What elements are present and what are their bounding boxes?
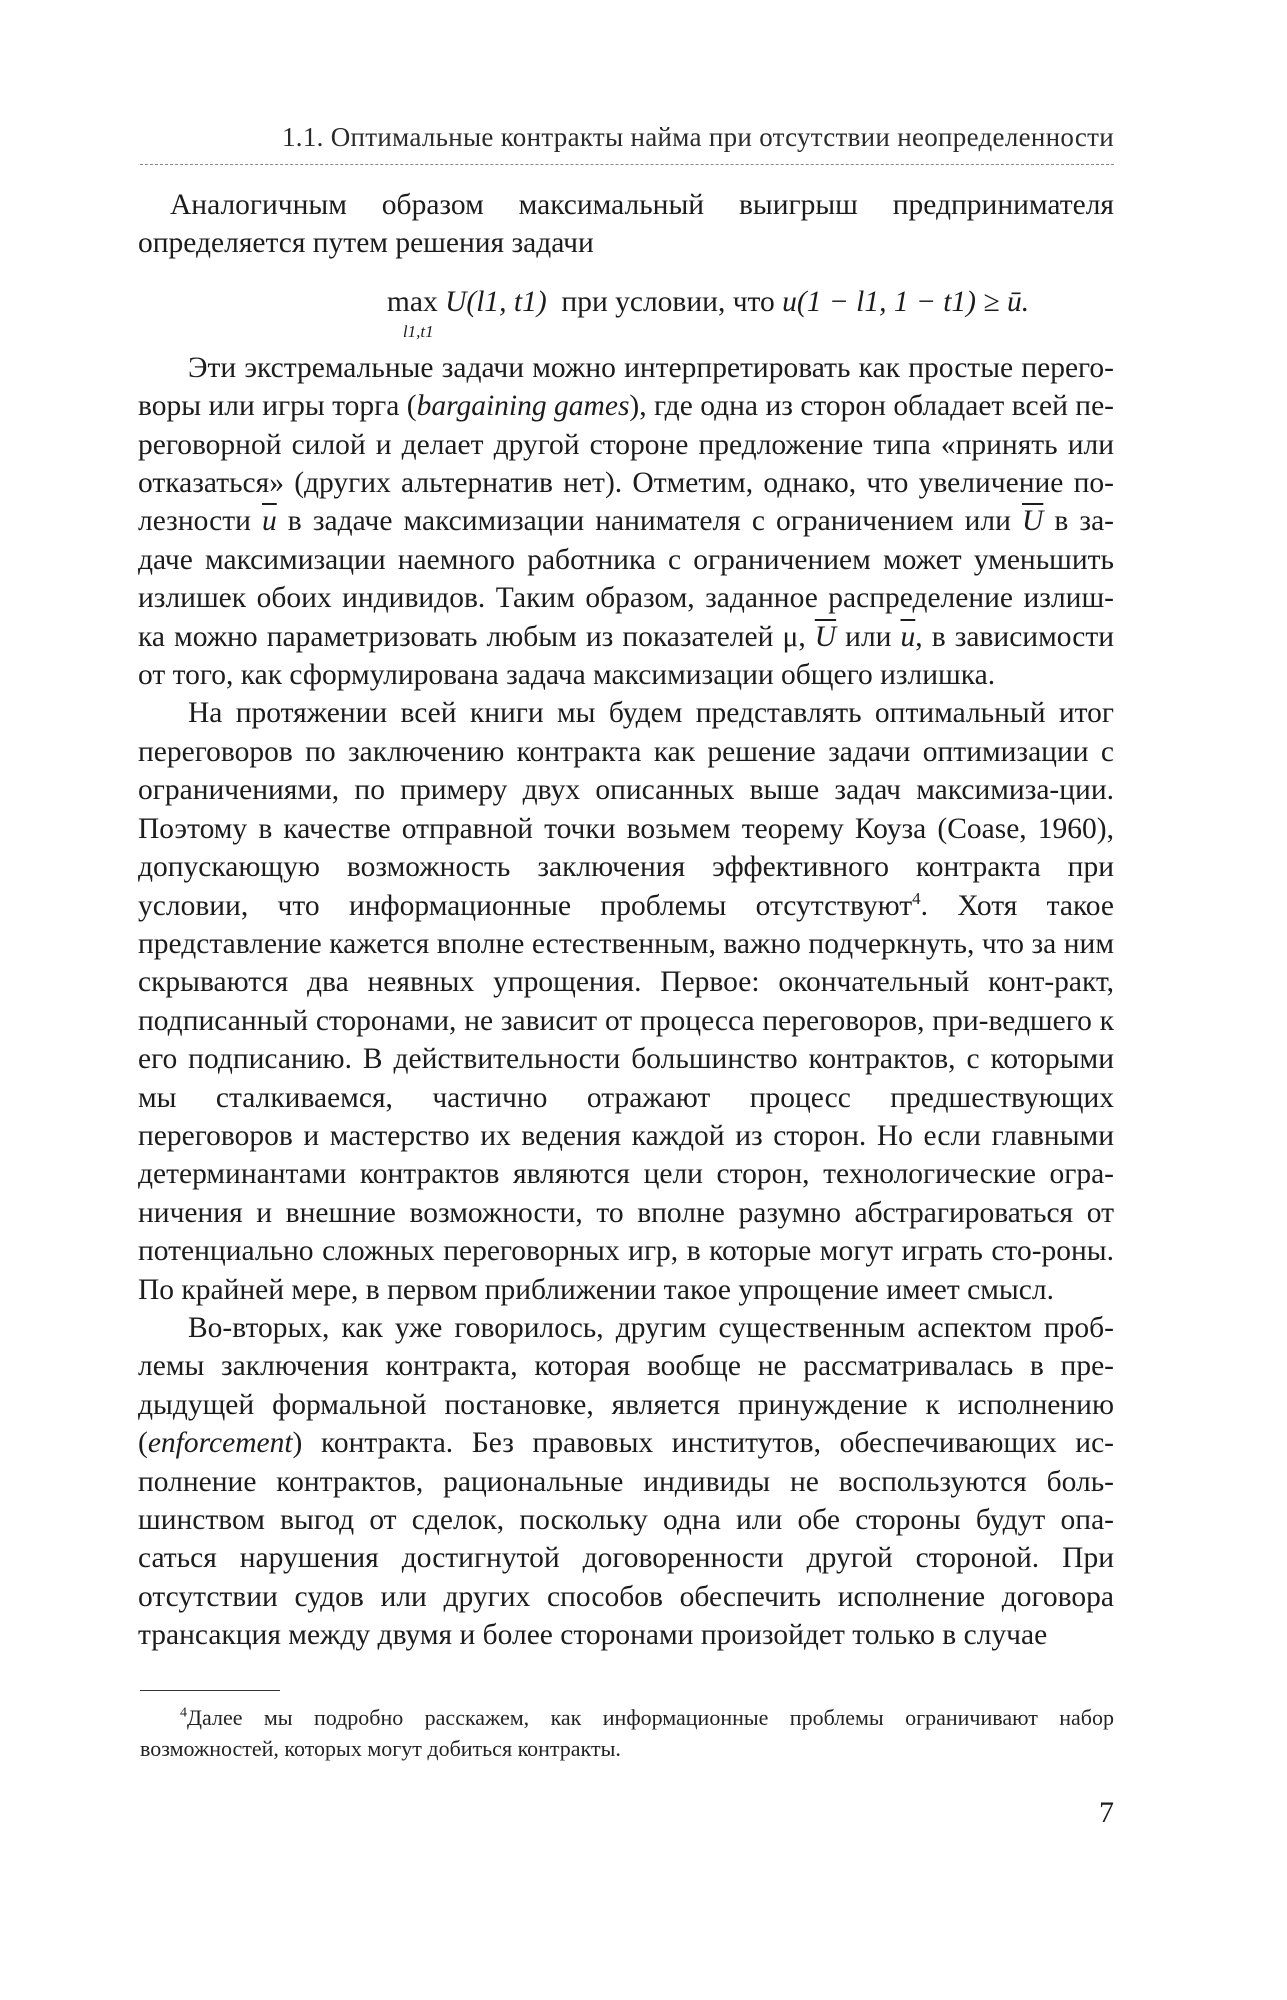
symbol-u-bar: $\overline{u}$ [261, 505, 277, 538]
paragraph-1: Аналогичным образом максимальный выигрыш предпринимателя определяется путем решения задачи [138, 189, 1114, 260]
symbol-u-bar: $\overline{u}$ [900, 620, 916, 653]
paragraph-3: На протяжении всей книги мы будем представлять оптимальный итог переговоров по заключению контракта как решение задачи оптимизации с ограничениями, по примеру двух описанных выше задач максимиза-ции. Поэтому в качестве отправной точки возьмем теорему Коуза (Coase, 1960), допускающую возможность заключения эффективного контракта при условии, что информационные проблемы отсутствуют$^4$. Хотя такое представление кажется вполне естественным, важно подчеркнуть, что за ним скрываются два неявных упрощения. Первое: окончательный конт-ракт, подписанный сторонами, не зависит от процесса переговоров, при-ведшего к его подписанию. В действительности большинство контрактов, с которыми мы сталкиваемся, частично отражают процесс предшествующих переговоров и мастерство их ведения каждой из сторон. Но если главными детерминантами контрактов являются цели сторон, технологические огра-ничения и внешние возможности, то вполне разумно абстрагироваться от потенциально сложных переговорных игр, в которые могут играть сто-роны. По крайней мере, в первом приближении такое упрощение имеет смысл. [138, 697, 1115, 1306]
paragraph-2: Эти экстремальные задачи можно интерпретировать как простые перего-воры или игры торга (bargaining games), где одна из сторон обладает всей пе-реговорной силой и делает другой стороне предложение типа «принять или отказаться» (других альтернатив нет). Отметим, однако, что увеличение по-лезности $\overline{u}$ в задаче максимизации нанимателя с ограничением или $\overline{U}$ в за-даче максимизации наемного работника с ограничением может уменьшить излишек обоих индивидов. Таким образом, заданное распределение излиш-ка можно параметризовать любым из показателей μ, $\overline{U}$ или $\overline{u}$, в зависимости от того, как сформулирована задача максимизации общего излишка. [138, 351, 1115, 692]
symbol-U-bar: $\overline{U}$ [814, 620, 837, 653]
formula-constraint: u(1 − l1, 1 − t1) ≥ ū. [782, 285, 1030, 318]
formula-operator: max l1,t1 [387, 283, 438, 321]
term-bargaining-games: bargaining games [416, 390, 630, 423]
footnote [140, 1702, 1114, 1764]
formula-objective: U(l1, t1) [445, 285, 547, 318]
header-rule [140, 164, 1114, 165]
formula-condition: при условии, что [561, 285, 775, 318]
footnote-number: 4 [180, 1705, 187, 1721]
main-text [138, 186, 1114, 1655]
running-header: 1.1. Оптимальные контракты найма при отсутствии неопределенности [281, 122, 1114, 152]
paragraph-4: Во-вторых, как уже говорилось, другим существенным аспектом проб-лемы заключения контракта, которая вообще не рассматривалась в пре-дыдущей формальной постановке, является принуждение к исполнению (enforcement) контракта. Без правовых институтов, обеспечивающих ис-полнение контрактов, рациональные индивиды не воспользуются боль-шинством выгод от сделок, поскольку одна или обе стороны будут опа-саться нарушения достигнутой договоренности другой стороной. При отсутствии судов или других способов обеспечить исполнение договора трансакция между двумя и более сторонами произойдет только в случае [138, 1311, 1114, 1652]
footnote-text: Далее мы подробно расскажем, как информационные проблемы ограничивают набор возможностей, которых могут добиться контракты. [140, 1705, 1114, 1761]
formula-max-u [220, 283, 1196, 341]
symbol-U-bar: $\overline{U}$ [1022, 505, 1044, 538]
page-number: 7 [1099, 1796, 1114, 1829]
footnote-rule [140, 1690, 280, 1691]
footnote-ref: 4 [912, 888, 921, 908]
formula-subscript: l1,t1 [402, 321, 434, 341]
term-enforcement: enforcement [147, 1427, 293, 1460]
